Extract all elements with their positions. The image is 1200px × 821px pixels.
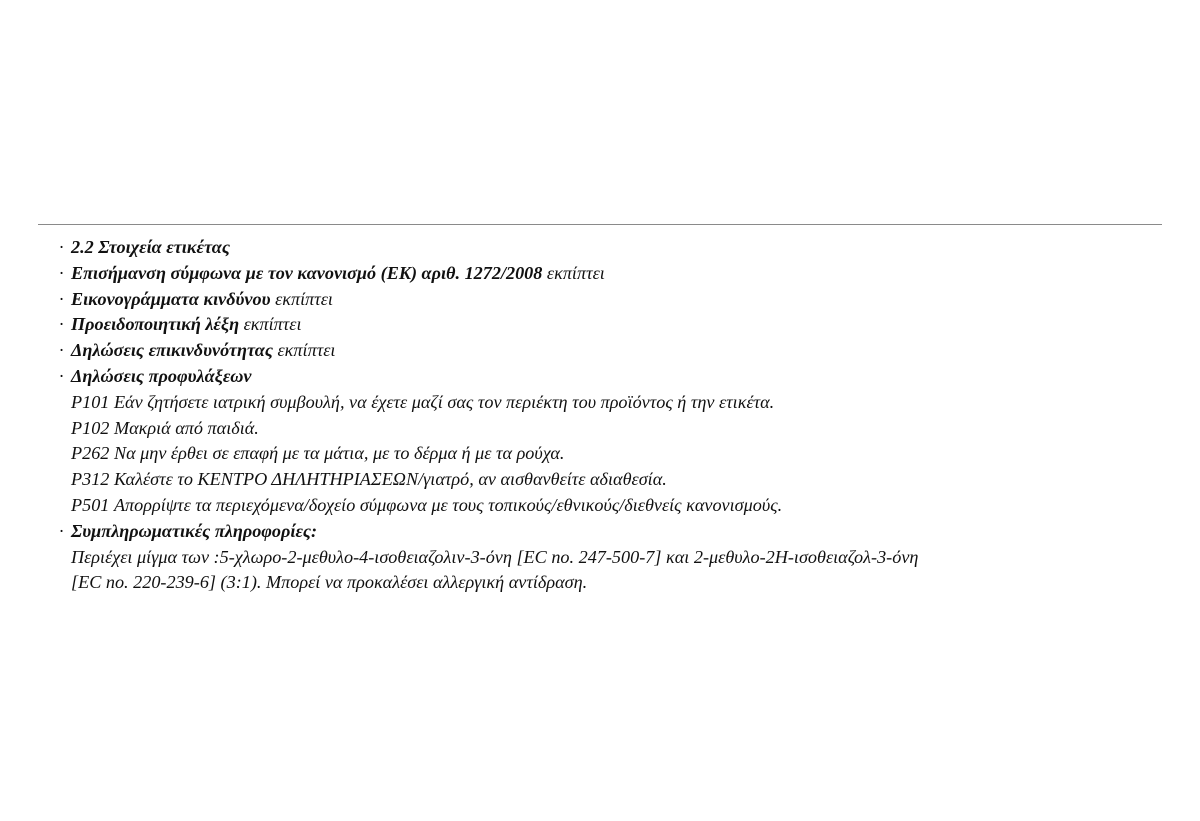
bullet: · [59, 365, 64, 386]
bullet: · [59, 262, 64, 283]
signal-word-heading: Προειδοποιητική λέξη [71, 314, 240, 335]
signal-word-line [59, 312, 1169, 338]
supplementary-text-line: [EC no. 220-239-6] (3:1). Μπορεί να προκαλέσει αλλεργική αντίδραση. [71, 572, 588, 593]
precautionary-statement: P501 Απορρίψτε τα περιεχόμενα/δοχείο σύμφωνα με τους τοπικούς/εθνικούς/διεθνείς κανονισμούς. [71, 494, 783, 515]
bullet: · [59, 237, 64, 257]
bullet: · [59, 314, 64, 335]
labelling-line [59, 261, 1169, 287]
precautionary-statement: P101 Εάν ζητήσετε ιατρική συμβουλή, να έχετε μαζί σας τον περιέκτη του προϊόντος ή την ετικέτα. [71, 391, 775, 412]
hazard-statements-line [59, 338, 1169, 364]
hazard-statements-value: εκπίπτει [277, 340, 336, 361]
precautionary-statement: P312 Καλέστε το ΚΕΝΤΡΟ ΔΗΛΗΤΗΡΙΑΣΕΩΝ/γιατρό, αν αισθανθείτε αδιαθεσία. [71, 469, 667, 490]
pictograms-value: εκπίπτει [275, 288, 333, 309]
precautionary-statement: P102 Μακριά από παιδιά. [71, 417, 259, 438]
supplementary-heading: Συμπληρωματικές πληροφορίες: [71, 520, 318, 541]
section-divider [38, 224, 1162, 225]
labelling-heading: Επισήμανση σύμφωνα με τον κανονισμό (ΕΚ) αριθ. 1272/2008 [71, 262, 543, 283]
pictograms-line [59, 287, 1169, 313]
precautionary-heading: Δηλώσεις προφυλάξεων [71, 365, 252, 386]
precautionary-heading-line [59, 364, 1169, 390]
precautionary-statement: P262 Να μην έρθει σε επαφή με τα μάτια, με το δέρμα ή με τα ρούχα. [71, 443, 565, 464]
supplementary-text-line: Περιέχει μίγμα των :5-χλωρο-2-μεθυλο-4-ισοθειαζολιν-3-όνη [EC no. 247-500-7] και 2-μεθυλο-2H-ισοθειαζολ-3-όνη [71, 546, 919, 567]
bullet: · [59, 288, 64, 309]
section-title-line [59, 235, 1169, 261]
pictograms-heading: Εικονογράμματα κινδύνου [71, 288, 271, 309]
bullet: · [59, 520, 64, 541]
hazard-statements-heading: Δηλώσεις επικινδυνότητας [71, 340, 273, 361]
section-title: 2.2 Στοιχεία ετικέτας [71, 237, 230, 257]
signal-word-value: εκπίπτει [243, 314, 302, 335]
bullet: · [59, 340, 64, 361]
label-elements-section [59, 235, 1169, 596]
labelling-value: εκπίπτει [546, 262, 605, 283]
supplementary-heading-line [59, 519, 1169, 545]
